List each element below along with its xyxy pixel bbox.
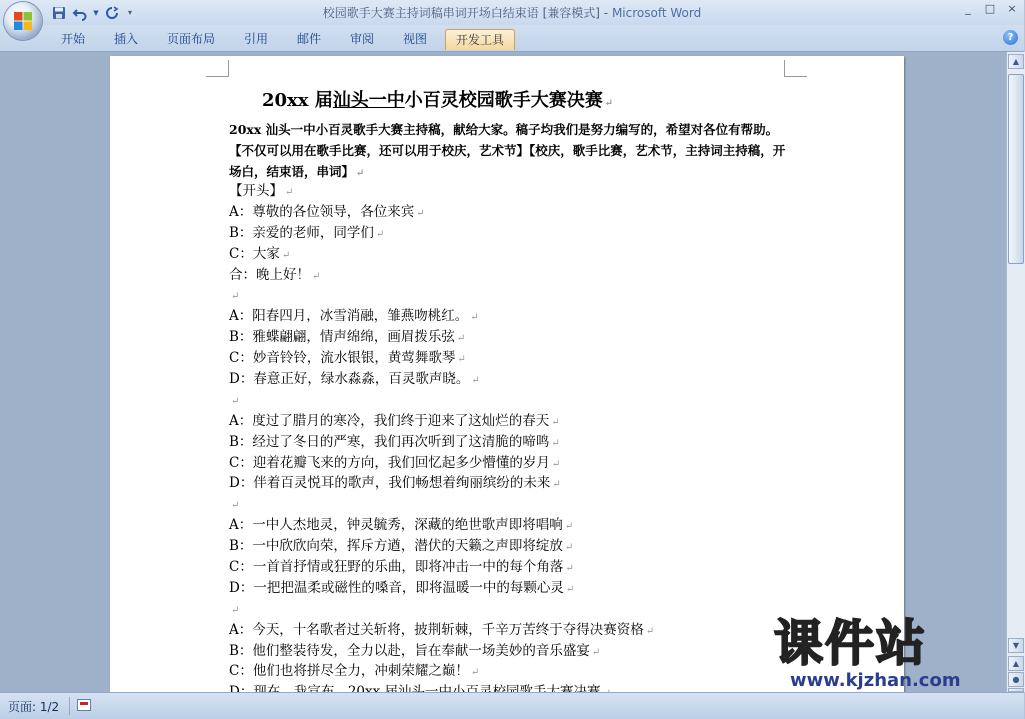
- line-text: C：妙音铃铃，流水银银，黄莺舞歌琴: [229, 350, 456, 367]
- maximize-button[interactable]: □: [984, 2, 996, 15]
- paragraph-mark-icon: ↵: [551, 437, 560, 449]
- office-button[interactable]: [4, 2, 42, 40]
- document-line: [229, 369, 829, 390]
- document-line: [229, 244, 829, 265]
- page-indicator[interactable]: 页面: 1/2: [8, 700, 60, 714]
- heading-suffix: 小百灵校园歌手大赛决赛: [404, 90, 603, 111]
- tab-references[interactable]: 引用: [243, 32, 268, 46]
- document-line: [229, 578, 829, 599]
- document-heading: [262, 86, 613, 112]
- help-icon[interactable]: ?: [1003, 30, 1018, 45]
- line-text: C：他们也将拼尽全力，冲刺荣耀之巅！: [229, 663, 469, 680]
- paragraph-mark-icon: ↵: [312, 270, 321, 282]
- paragraph-mark-icon: ↵: [645, 625, 655, 637]
- line-text: B：亲爱的老师，同学们: [229, 224, 374, 241]
- app-name: Microsoft Word: [611, 6, 702, 20]
- heading-underlined: 汕头一中: [332, 90, 405, 111]
- document-line: [229, 181, 829, 202]
- status-bar: [0, 692, 1024, 719]
- watermark-url: www.kjzhan.com: [790, 670, 961, 691]
- title-bar: [0, 0, 1024, 25]
- paragraph-mark-icon: ↵: [456, 333, 466, 345]
- document-line: [229, 348, 829, 369]
- paragraph-mark-icon: ↵: [565, 583, 575, 595]
- paragraph-mark-icon: ↵: [281, 249, 291, 261]
- heading-prefix: 20xx 届: [262, 90, 333, 111]
- document-line: [229, 432, 829, 453]
- document-line: [229, 536, 829, 557]
- paragraph-mark-icon: ↵: [231, 395, 240, 407]
- tab-insert[interactable]: 插入: [113, 32, 138, 46]
- intro-text: 20xx 汕头一中小百灵歌手大赛主持稿，献给大家。稿子均我们是努力编写的，希望对各位有帮助。【不仅可以用在歌手比赛，还可以用于校庆，艺术节】【校庆，歌手比赛，艺术节，主持词主持稿，开场白，结束语，串词】: [229, 122, 786, 179]
- tab-mailings[interactable]: 邮件: [296, 32, 321, 46]
- office-logo-icon: [13, 11, 33, 31]
- close-button[interactable]: ×: [1007, 2, 1017, 15]
- paragraph-mark-icon: ↵: [375, 228, 385, 240]
- line-text: D：伴着百灵悦耳的歌声，我们畅想着绚丽缤纷的未来: [229, 475, 551, 492]
- paragraph-mark-icon: ↵: [231, 500, 240, 512]
- select-browse-object-icon[interactable]: ●: [1008, 672, 1024, 687]
- line-text: A：度过了腊月的寒冷，我们终于迎来了这灿烂的春天: [229, 412, 550, 429]
- line-text: D：一把把温柔或磁性的嗓音，即将温暖一中的每颗心灵: [229, 579, 564, 596]
- document-line: [229, 285, 829, 306]
- document-line: [229, 306, 829, 327]
- tab-review[interactable]: 审阅: [349, 32, 374, 46]
- scroll-down-icon[interactable]: ▼: [1008, 638, 1024, 653]
- line-text: D：春意正好，绿水淼淼，百灵歌声晓。: [229, 371, 470, 388]
- paragraph-mark-icon: ↵: [604, 98, 614, 109]
- undo-dropdown-icon[interactable]: ▼: [93, 8, 99, 17]
- paragraph-mark-icon: ↵: [416, 207, 425, 219]
- document-line: [229, 453, 829, 474]
- document-area[interactable]: [0, 52, 1006, 692]
- watermark-logo: [774, 615, 1006, 691]
- line-text: 【开头】: [229, 183, 283, 199]
- paragraph-mark-icon: ↵: [356, 168, 365, 179]
- minimize-button[interactable]: _: [965, 2, 971, 15]
- document-line: [229, 327, 829, 348]
- line-text: A：阳春四月，冰雪消融，雏燕吻桃红。: [229, 308, 469, 325]
- line-text: C：一首首抒情或狂野的乐曲，即将冲击一中的每个角落: [229, 559, 564, 576]
- previous-page-icon[interactable]: ▲: [1008, 656, 1024, 671]
- line-text: C：大家: [229, 245, 280, 262]
- tab-home[interactable]: 开始: [60, 32, 85, 46]
- document-line: [229, 599, 829, 620]
- line-text: B：雅蝶翩翩，情声绵绵，画眉拨乐弦: [229, 329, 455, 346]
- document-name: 校园歌手大赛主持词稿串词开场白结束语 [兼容模式]: [322, 6, 600, 20]
- document-line: [229, 515, 829, 536]
- status-separator: [69, 697, 70, 715]
- tab-page-layout[interactable]: 页面布局: [166, 32, 215, 46]
- ribbon-tab-bar: [0, 25, 1024, 52]
- document-body: [229, 181, 829, 703]
- line-text: B：他们整装待发，全力以赴，旨在奉献一场美妙的音乐盛宴: [229, 642, 590, 659]
- line-text: B：经过了冬日的严寒，我们再次听到了这清脆的啼鸣: [229, 433, 550, 450]
- document-line: [229, 411, 829, 432]
- title-separator: -: [599, 6, 612, 20]
- paragraph-mark-icon: ↵: [551, 458, 561, 470]
- line-text: 合：晚上好！: [229, 266, 310, 283]
- document-line: [229, 473, 829, 494]
- paragraph-mark-icon: ↵: [564, 521, 574, 533]
- document-line: [229, 202, 829, 223]
- paragraph-mark-icon: ↵: [231, 604, 240, 616]
- line-text: A：一中人杰地灵，钟灵毓秀，深藏的绝世歌声即将唱响: [229, 517, 563, 534]
- scroll-thumb[interactable]: [1008, 74, 1024, 264]
- scroll-up-icon[interactable]: ▲: [1008, 54, 1024, 69]
- paragraph-mark-icon: ↵: [551, 416, 560, 428]
- window-title: [0, 4, 1024, 21]
- paragraph-mark-icon: ↵: [231, 291, 240, 303]
- vertical-scrollbar[interactable]: [1006, 52, 1025, 692]
- paragraph-mark-icon: ↵: [564, 542, 574, 554]
- document-line: [229, 390, 829, 411]
- line-text: A：今天，十名歌者过关斩将，披荆斩棘，千辛万苦终于夺得决赛资格: [229, 621, 644, 638]
- document-line: [229, 223, 829, 244]
- paragraph-mark-icon: ↵: [285, 187, 294, 198]
- document-line: [229, 494, 829, 515]
- proofing-icon[interactable]: [77, 699, 91, 711]
- paragraph-mark-icon: ↵: [552, 479, 561, 491]
- tab-developer[interactable]: 开发工具: [445, 29, 515, 50]
- watermark-text: 课件站: [774, 615, 928, 672]
- tab-view[interactable]: 视图: [402, 32, 427, 46]
- line-text: A：尊敬的各位领导，各位来宾: [229, 203, 415, 220]
- crop-mark-top-left: [206, 60, 229, 77]
- paragraph-mark-icon: ↵: [471, 375, 480, 387]
- customize-qat-icon[interactable]: ▾: [127, 8, 132, 17]
- document-line: [229, 661, 829, 682]
- paragraph-mark-icon: ↵: [470, 667, 480, 679]
- document-line: [229, 557, 829, 578]
- line-text: B：一中欣欣向荣，挥斥方遒，潜伏的天籁之声即将绽放: [229, 538, 563, 555]
- paragraph-mark-icon: ↵: [591, 646, 601, 658]
- crop-mark-top-right: [784, 60, 807, 77]
- paragraph-mark-icon: ↵: [565, 563, 574, 575]
- line-text: C：迎着花瓣飞来的方向，我们回忆起多少懵懂的岁月: [229, 454, 550, 471]
- paragraph-mark-icon: ↵: [470, 312, 479, 324]
- window-controls: [962, 2, 1018, 16]
- document-line: [229, 641, 829, 662]
- document-line: [229, 265, 829, 286]
- paragraph-mark-icon: ↵: [457, 354, 466, 366]
- document-intro: [229, 119, 794, 184]
- document-line: [229, 620, 829, 641]
